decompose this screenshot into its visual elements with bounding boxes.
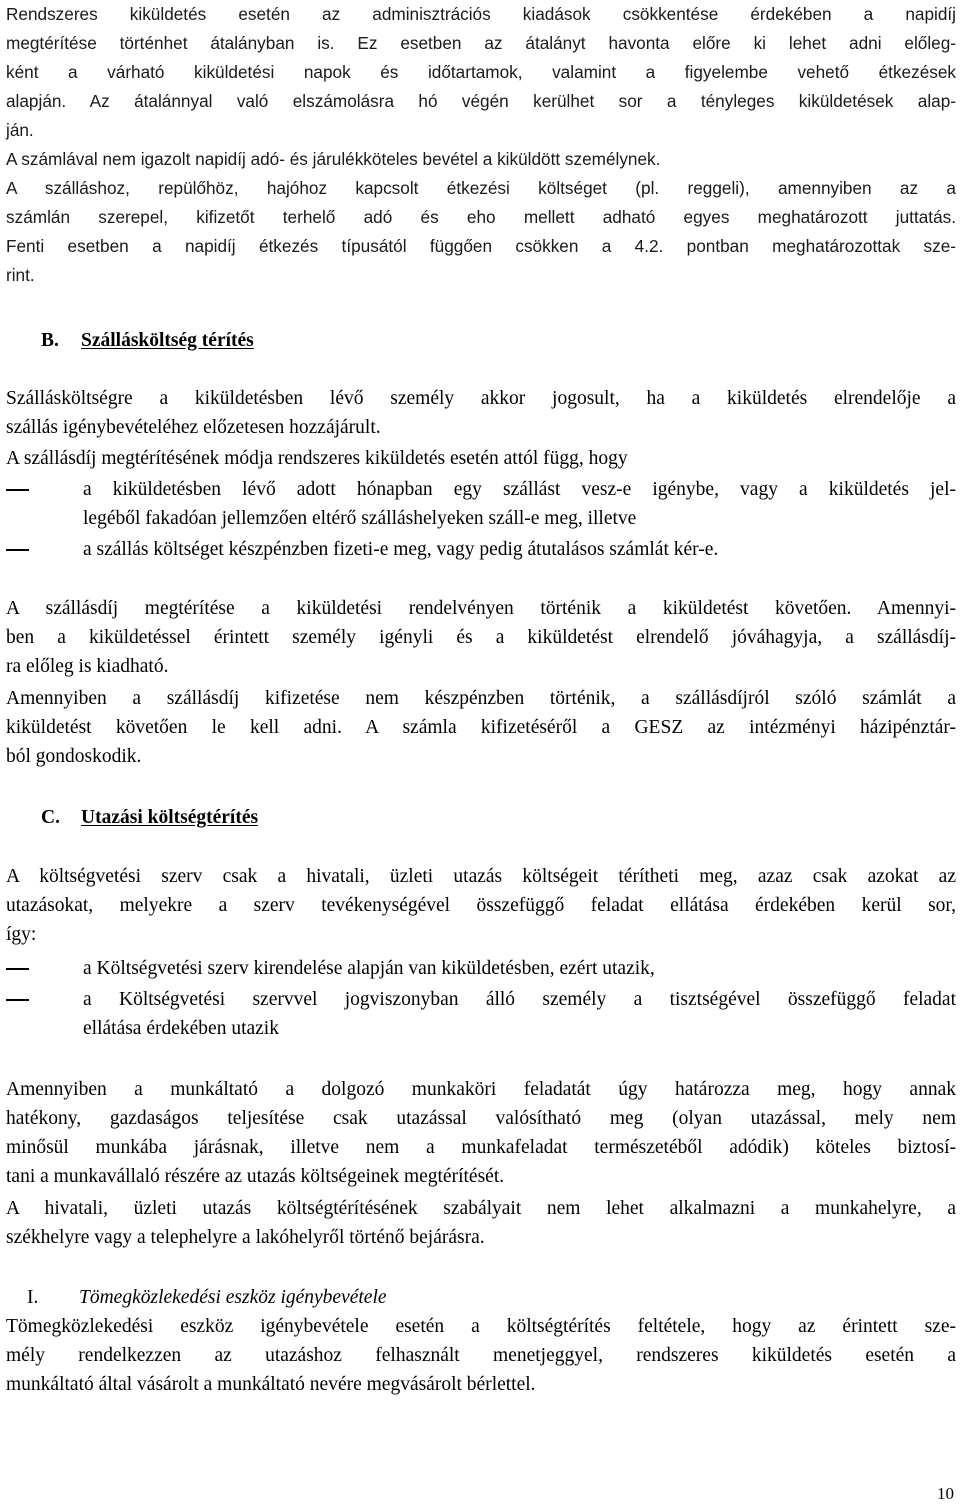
text-line: ellátása érdekében utazik [83,1018,279,1039]
list-item [6,475,956,533]
text-line: Fenti esetben a napidíj étkezés típusától függően csökken a 4.2. pontban meghatározottak sze- [6,236,956,256]
text-line: a Költségvetési szerv kirendelése alapján van kiküldetésben, ezért utazik, [83,958,655,979]
dash-bullet-icon [6,489,29,491]
text-line: kiküldetést követően le kell adni. A számla kifizetéséről a GESZ az intézményi házipénztár- [6,717,956,738]
text-line: A szálláshoz, repülőhöz, hajóhoz kapcsolt étkezési költséget (pl. reggeli), amennyiben az a [6,178,956,198]
text-line: Amennyiben a szállásdíj kifizetése nem készpénzben történik, a szállásdíjról szóló számlát a [6,688,956,709]
dash-bullet-icon [6,968,29,970]
text-line: hatékony, gazdaságos teljesítése csak utazással valósítható meg (olyan utazással, mely nem [6,1108,956,1129]
text-line: így: [6,924,37,945]
text-line: ján. [6,120,34,140]
subsection-i-title: Tömegközlekedési eszköz igénybevétele [79,1287,387,1308]
intro-paragraph [6,0,956,290]
section-b-paragraph-1 [6,384,956,442]
text-line: a szállás költséget készpénzben fizeti-e meg, vagy pedig átutalásos számlát kér-e. [83,539,719,560]
text-line: A költségvetési szerv csak a hivatali, üzleti utazás költségeit térítheti meg, azaz csak azokat az [6,866,956,887]
text-line: Rendszeres kiküldetés esetén az adminisztrációs kiadások csökkentése érdekében a napidíj [6,4,956,24]
text-line: szállás igénybevételéhez előzetesen hozzájárult. [6,417,381,438]
section-c-paragraph-1 [6,862,956,949]
text-line: székhelyre vagy a telephelyre a lakóhelyről történő bejárásra. [6,1227,485,1248]
section-c-heading [41,803,258,832]
text-line: tani a munkavállaló részére az utazás költségeinek megtérítését. [6,1166,505,1187]
subsection-i-paragraph [6,1312,956,1399]
subsection-i-number: I. [27,1287,39,1308]
text-line: rint. [6,265,35,285]
text-line: minősül munkába járásnak, illetve nem a munkafeladat természetéből adódik) köteles biztosí- [6,1137,956,1158]
dash-bullet-icon [6,549,29,551]
text-line: mély rendelkezzen az utazáshoz felhasznált menetjeggyel, rendszeres kiküldetés esetén a [6,1345,956,1366]
text-line: A hivatali, üzleti utazás költségtérítésének szabályait nem lehet alkalmazni a munkahelyre, a [6,1198,956,1219]
text-line: munkáltató által vásárolt a munkáltató nevére megvásárolt bérlettel. [6,1374,536,1395]
section-b-letter: B. [41,330,59,351]
text-line: alapján. Az átalánnyal való elszámolásra hó végén kerülhet sor a tényleges kiküldetések alap- [6,91,956,111]
text-line: Szállásköltségre a kiküldetésben lévő személy akkor jogosult, ha a kiküldetés elrendelője a [6,388,956,409]
section-b-paragraph-4 [6,684,956,771]
section-b-paragraph-2 [6,444,956,473]
text-line: legéből fakadóan jellemzően eltérő szálláshelyeken száll-e meg, illetve [83,508,637,529]
text-line: ra előleg is kiadható. [6,656,169,677]
text-line: ben a kiküldetéssel érintett személy igényli és a kiküldetést elrendelő jóváhagyja, a szállásdíj- [6,627,956,648]
text-line: Tömegközlekedési eszköz igénybevétele esetén a költségtérítés feltétele, hogy az érintett sze- [6,1316,956,1337]
text-line: ból gondoskodik. [6,746,142,767]
list-item [6,535,956,564]
list-item [6,985,956,1043]
section-c-letter: C. [41,807,60,828]
section-b-heading [41,326,254,355]
section-c-paragraph-3 [6,1194,956,1252]
dash-bullet-icon [6,999,29,1001]
section-b-title: Szállásköltség térítés [81,330,254,351]
text-line: ként a várható kiküldetési napok és időtartamok, valamint a figyelembe vehető étkezések [6,62,956,82]
text-line: a kiküldetésben lévő adott hónapban egy szállást vesz-e igénybe, vagy a kiküldetés jel- [83,479,956,500]
text-line: számlán szerepel, kifizetőt terhelő adó és eho mellett adható egyes meghatározott juttatás. [6,207,956,227]
subsection-i-heading [27,1283,387,1312]
text-line: A szállásdíj megtérítésének módja rendszeres kiküldetés esetén attól függ, hogy [6,448,628,469]
text-line: a Költségvetési szervvel jogviszonyban álló személy a tisztségével összefüggő feladat [83,989,956,1010]
section-c-paragraph-2 [6,1075,956,1191]
section-b-paragraph-3 [6,594,956,681]
text-line: Amennyiben a munkáltató a dolgozó munkaköri feladatát úgy határozza meg, hogy annak [6,1079,956,1100]
text-line: utazásokat, melyekre a szerv tevékenységével összefüggő feladat ellátása érdekében kerül sor, [6,895,956,916]
text-line: A számlával nem igazolt napidíj adó- és járulékköteles bevétel a kiküldött személynek. [6,149,661,169]
text-line: A szállásdíj megtérítése a kiküldetési rendelvényen történik a kiküldetést követően. Amennyi- [6,598,956,619]
page-number: 10 [937,1484,954,1503]
list-item [6,954,956,983]
section-c-title: Utazási költségtérítés [81,807,259,828]
text-line: megtérítése történhet átalányban is. Ez esetben az átalányt havonta előre ki lehet adni előleg- [6,33,956,53]
